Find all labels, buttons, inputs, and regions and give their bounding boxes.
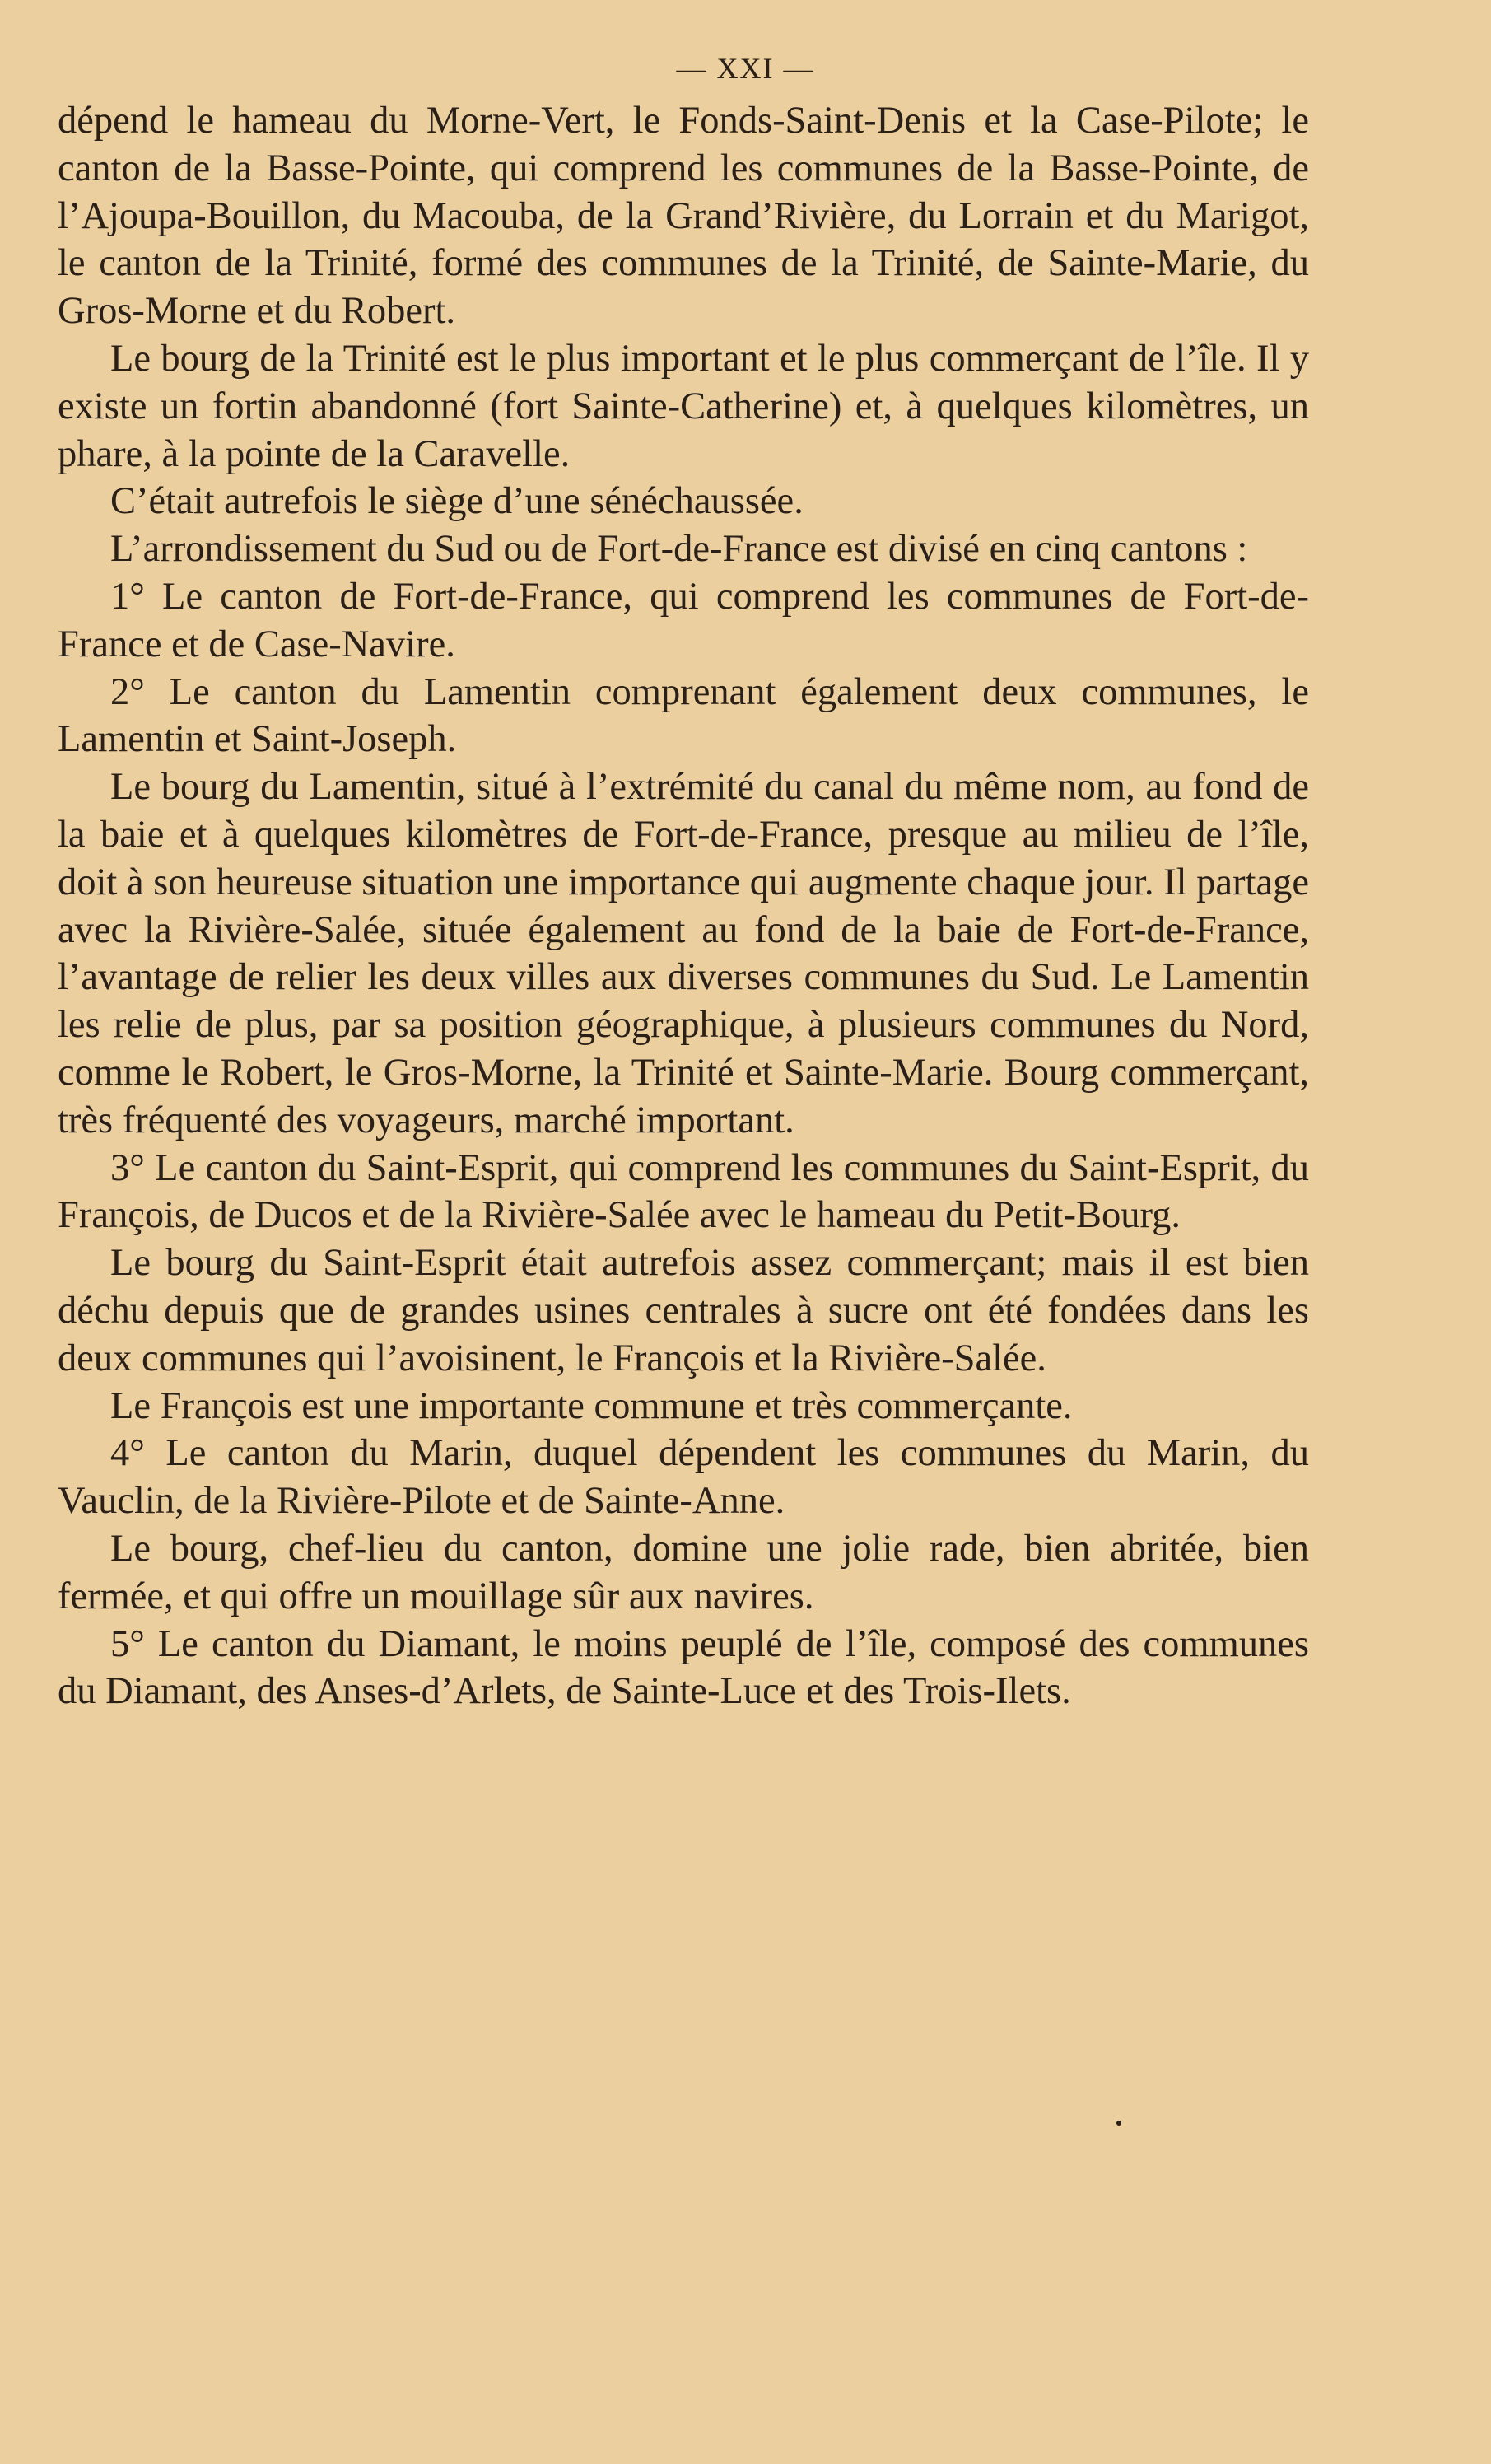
body-text <box>58 97 1309 1715</box>
paragraph-9: Le bourg du Saint-Esprit était autrefois assez commerçant; mais il est bien déchu depuis que de grandes usines centrales à sucre ont été fondées dans les deux communes qui l’avoisinent, le François et la Rivière-Salée. <box>58 1242 1309 1379</box>
paragraph-5: 1° Le canton de Fort-de-France, qui comprend les communes de Fort-de-France et de Case-Navire. <box>58 575 1309 665</box>
paragraph-13: 5° Le canton du Diamant, le moins peuplé de l’île, composé des communes du Diamant, des Anses-d’Arlets, de Sainte-Luce et des Trois-Ilets. <box>58 1622 1309 1713</box>
paragraph-4: L’arrondissement du Sud ou de Fort-de-France est divisé en cinq cantons : <box>110 528 1248 571</box>
paragraph-2: Le bourg de la Trinité est le plus important et le plus commerçant de l’île. Il y existe un fortin abandonné (fort Sainte-Catherine) et, à quelques kilomètres, un phare, à la pointe de la Caravelle. <box>58 337 1309 475</box>
paragraph-7: Le bourg du Lamentin, situé à l’extrémité du canal du même nom, au fond de la baie et à quelques kilomètres de Fort-de-France, presque au milieu de l’île, doit à son heureuse situation une importance qui augmente chaque jour. Il partage avec la Rivière-Salée, située également au fond de la baie de Fort-de-France, l’avantage de relier les deux villes aux diverses communes du Sud. Le Lamentin les relie de plus, par sa position géographique, à plusieurs communes du Nord, comme le Robert, le Gros-Morne, la Trinité et Sainte-Marie. Bourg commerçant, très fréquenté des voyageurs, marché important. <box>58 766 1309 1141</box>
stray-dot-mark <box>1116 2121 1121 2126</box>
paragraph-3: C’était autrefois le siège d’une sénéchaussée. <box>110 480 804 523</box>
paragraph-11: 4° Le canton du Marin, duquel dépendent les communes du Marin, du Vauclin, de la Rivière-Pilote et de Sainte-Anne. <box>58 1432 1309 1523</box>
paragraph-12: Le bourg, chef-lieu du canton, domine une jolie rade, bien abritée, bien fermée, et qui offre un mouillage sûr aux navires. <box>58 1527 1309 1617</box>
paragraph-10: Le François est une importante commune et très commerçante. <box>110 1384 1073 1427</box>
paragraph-6: 2° Le canton du Lamentin comprenant également deux communes, le Lamentin et Saint-Joseph. <box>58 670 1309 761</box>
paragraph-1: dépend le hameau du Morne-Vert, le Fonds-Saint-Denis et la Case-Pilote; le canton de la Basse-Pointe, qui comprend les communes de la Basse-Pointe, de l’Ajoupa-Bouillon, du Macouba, de la Grand’Rivière, du Lorrain et du Marigot, le canton de la Trinité, formé des communes de la Trinité, de Sainte-Marie, du Gros-Morne et du Robert. <box>58 100 1309 333</box>
page-number-header: — XXI — <box>676 52 815 85</box>
paragraph-8: 3° Le canton du Saint-Esprit, qui comprend les communes du Saint-Esprit, du François, de Ducos et de la Rivière-Salée avec le hameau du Petit-Bourg. <box>58 1146 1309 1237</box>
